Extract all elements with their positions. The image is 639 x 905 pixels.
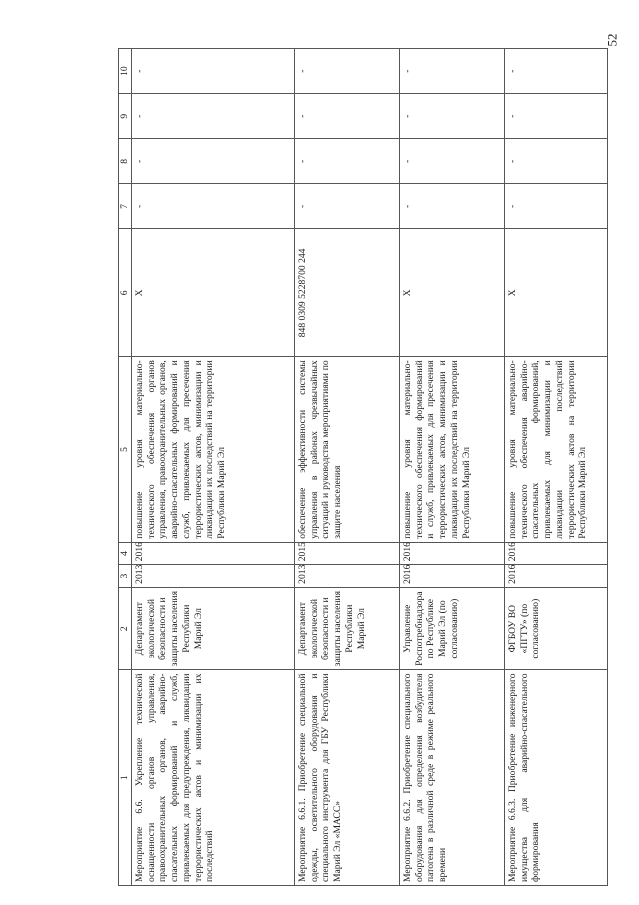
start-year-cell: 2013 <box>132 565 295 588</box>
column-header-10: 10 <box>119 49 132 94</box>
column-header-1: 1 <box>119 670 132 886</box>
expected-result-cell: повышение уровня материально-технического обеспечения аварийно-спасательных формирований, привлекаемых для минимизации и ликвидации последствий террористических актов на территории Республики Марий Эл <box>505 357 608 542</box>
measure-name-cell: Мероприятие 6.6.1. Приобретение специальной одежды, осветительного оборудования и специального инструмента для ГБУ Республики Марий Эл «МАСС» <box>295 670 400 886</box>
expected-result-cell: повышение уровня материально-технического обеспечения формирований и служб, привлекаемых для пресечения террористических актов, минимизации и ликвидации их последствий на территории Республики Марий Эл <box>400 357 505 542</box>
measure-name-cell: Мероприятие 6.6.3. Приобретение инженерного имущества для аварийно-спасательного формирования <box>505 670 608 886</box>
value-cell-8: - <box>132 139 295 184</box>
value-cell-9: - <box>400 94 505 139</box>
column-header-3: 3 <box>119 565 132 588</box>
column-header-5: 5 <box>119 357 132 542</box>
value-cell-7: - <box>132 184 295 229</box>
end-year-cell: 2016 <box>505 542 608 565</box>
executor-cell: ФГБОУ ВО «ПГТУ» (по согласованию) <box>505 587 608 670</box>
value-cell-9: - <box>132 94 295 139</box>
end-year-cell: 2016 <box>400 542 505 565</box>
value-cell-8: - <box>295 139 400 184</box>
start-year-cell: 2016 <box>505 565 608 588</box>
table-row <box>295 49 400 886</box>
value-cell-10: - <box>295 49 400 94</box>
value-cell-7: - <box>295 184 400 229</box>
budget-code-cell: X <box>132 229 295 357</box>
value-cell-8: - <box>400 139 505 184</box>
value-cell-10: - <box>400 49 505 94</box>
value-cell-7: - <box>505 184 608 229</box>
value-cell-7: - <box>400 184 505 229</box>
budget-code-cell: 848 0309 5228700 244 <box>295 229 400 357</box>
value-cell-9: - <box>505 94 608 139</box>
end-year-cell: 2016 <box>132 542 295 565</box>
column-header-7: 7 <box>119 184 132 229</box>
measures-table <box>118 48 608 886</box>
column-header-4: 4 <box>119 542 132 565</box>
table-rotation-frame <box>118 48 618 886</box>
column-header-2: 2 <box>119 587 132 670</box>
table-header-row <box>119 49 132 886</box>
executor-cell: Департамент экологической безопасности и защиты населения Республики Марий Эл <box>295 587 400 670</box>
expected-result-cell: повышение уровня материально-технического обеспечения органов управления, правоохранительных органов, аварийно-спасательных формирований и служб, привлекаемых для пресечения террористических актов, минимизации и ликвидации их последствий на территории Республики Марий Эл <box>132 357 295 542</box>
expected-result-cell: обеспечение эффективности системы управления в районах чрезвычайных ситуаций и руководства мероприятиями по защите населения <box>295 357 400 542</box>
page-number: 52 <box>604 33 620 47</box>
rotated-table-container <box>118 48 618 886</box>
end-year-cell: 2015 <box>295 542 400 565</box>
start-year-cell: 2013 <box>295 565 400 588</box>
column-header-6: 6 <box>119 229 132 357</box>
table-row <box>400 49 505 886</box>
value-cell-10: - <box>505 49 608 94</box>
value-cell-9: - <box>295 94 400 139</box>
measure-name-cell: Мероприятие 6.6.2. Приобретение специального оборудования для определения возбудителя патогена в различной среде в режиме реального времени <box>400 670 505 886</box>
start-year-cell: 2016 <box>400 565 505 588</box>
table-row <box>505 49 608 886</box>
measure-name-cell: Мероприятие 6.6. Укрепление технической оснащенности органов управления, правоохранительных органов, аварийно-спасательных формирований и служб, привлекаемых для предупреждения, ликвидации террористических актов и минимизации их последствий <box>132 670 295 886</box>
column-header-8: 8 <box>119 139 132 184</box>
executor-cell: Управление Роспотребнадзора по Республике Марий Эл (по согласованию) <box>400 587 505 670</box>
executor-cell: Департамент экологической безопасности и защиты населения Республики Марий Эл <box>132 587 295 670</box>
column-header-9: 9 <box>119 94 132 139</box>
budget-code-cell: X <box>505 229 608 357</box>
value-cell-8: - <box>505 139 608 184</box>
budget-code-cell: X <box>400 229 505 357</box>
table-row <box>132 49 295 886</box>
value-cell-10: - <box>132 49 295 94</box>
